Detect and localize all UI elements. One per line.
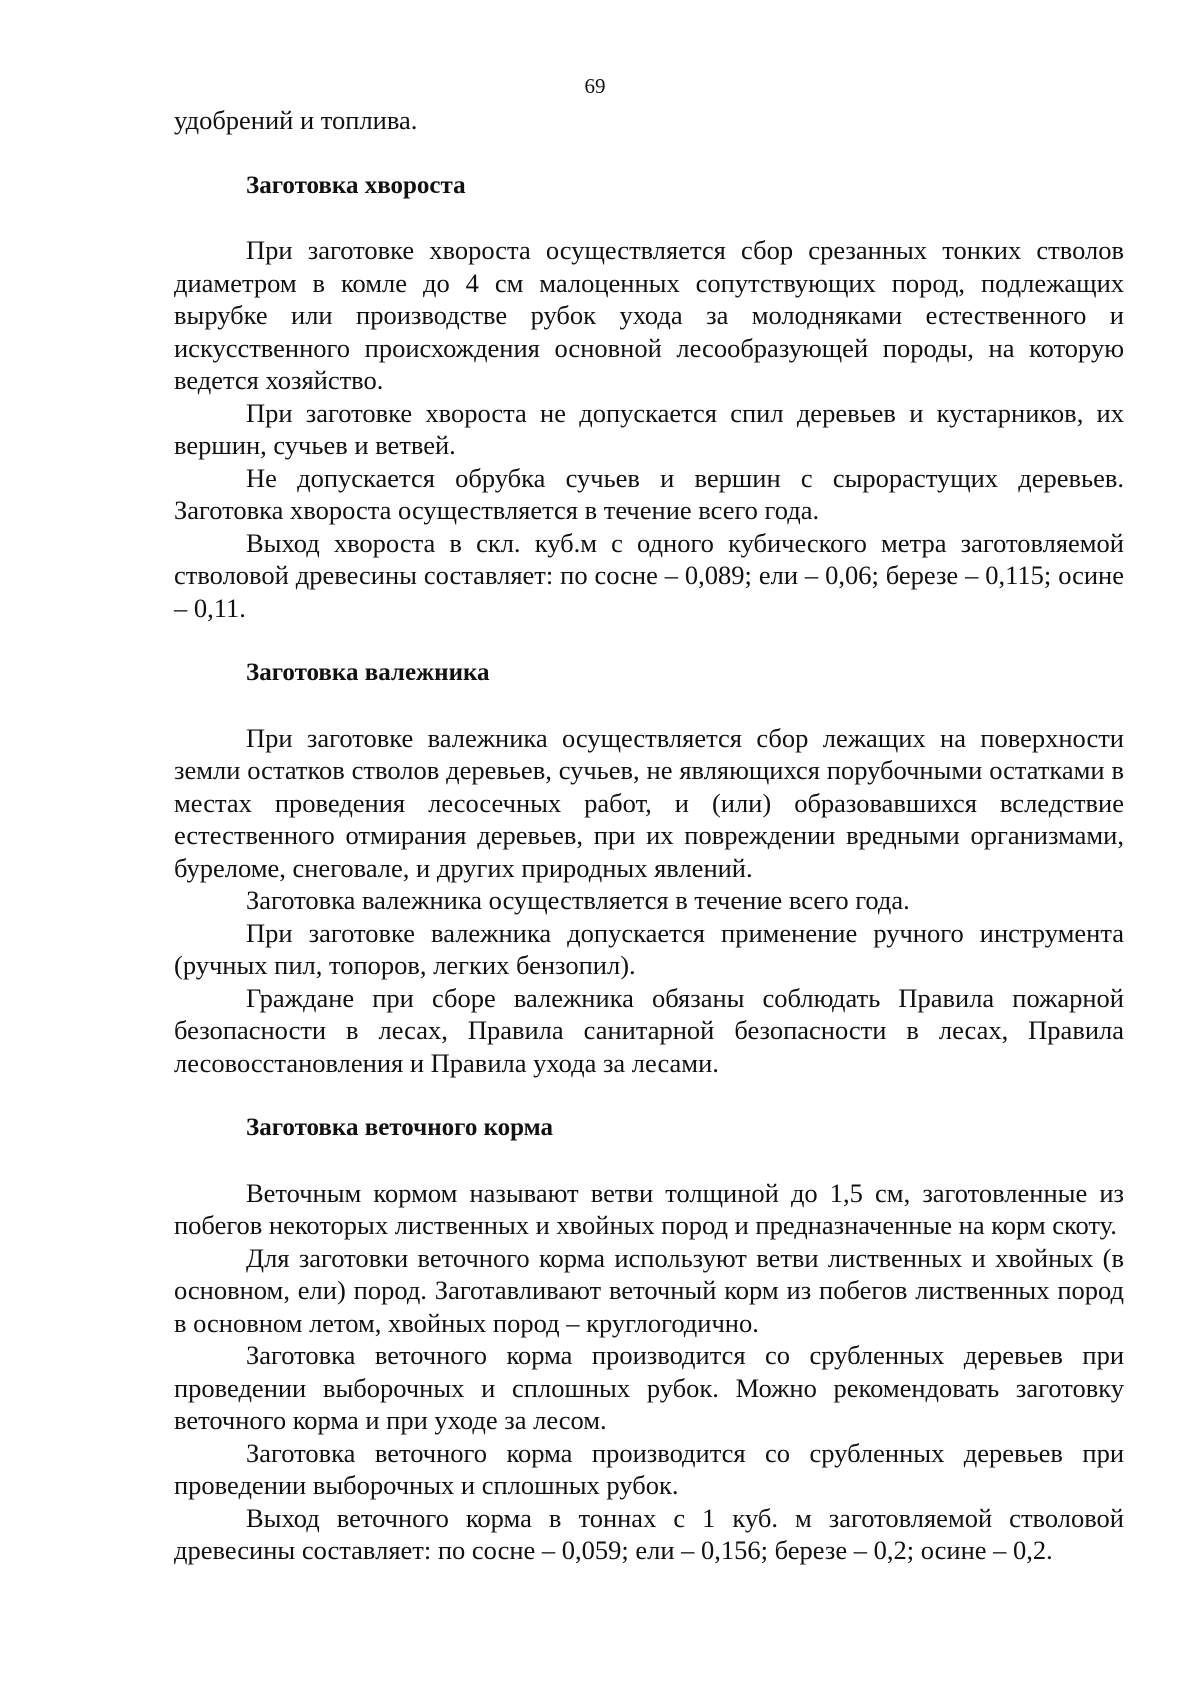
paragraph: Выход хвороста в скл. куб.м с одного кубического метра заготовляемой стволовой древесины составляет: по сосне – 0,089; ели – 0,06; березе – 0,115; осине – 0,11. [174,527,1124,623]
paragraph: Для заготовки веточного корма используют ветви лиственных и хвойных (в основном, ели) пород. Заготавливают веточный корм из побегов лиственных пород в основном летом, хвойных пород – круглогодично. [174,1242,1124,1338]
paragraph: При заготовке валежника осуществляется сбор лежащих на поверхности земли остатков стволов деревьев, сучьев, не являющихся порубочными остатками в местах проведения лесосечных работ, и (или) образовавшихся вследствие естественного отмирания деревьев, при их повреждении вредными организмами, буреломе, снеговале, и других природных явлений. [174,722,1124,883]
lead-line: удобрений и топлива. [174,105,418,135]
paragraph: При заготовке хвороста не допускается спил деревьев и кустарников, их вершин, сучьев и ветвей. [174,397,1124,460]
paragraph: При заготовке хвороста осуществляется сбор срезанных тонких стволов диаметром в комле до 4 см малоценных сопутствующих пород, подлежащих вырубке или производстве рубок ухода за молодняками естественного и искусственного происхождения основной лесообразующей породы, на которую ведется хозяйство. [174,235,1124,395]
paragraph: Выход веточного корма в тоннах с 1 куб. м заготовляемой стволовой древесины составляет: по сосне – 0,059; ели – 0,156; березе – 0,2; осине – 0,2. [174,1502,1124,1565]
paragraph: Не допускается обрубка сучьев и вершин с сырорастущих деревьев. Заготовка хвороста осуществляется в течение всего года. [174,462,1124,525]
paragraph: Граждане при сборе валежника обязаны соблюдать Правила пожарной безопасности в лесах, Правила санитарной безопасности в лесах, Правила лесовосстановления и Правила ухода за лесами. [174,982,1124,1078]
section-heading-deadwood: Заготовка валежника [246,659,490,686]
section-heading-brushwood: Заготовка хвороста [246,171,466,199]
page-content [174,104,1124,1567]
paragraph: Заготовка веточного корма производится со срубленных деревьев при проведении выборочных и сплошных рубок. Можно рекомендовать заготовку веточного корма и при уходе за лесом. [174,1340,1124,1435]
paragraph: Веточным кормом называют ветви толщиной до 1,5 см, заготовленные из побегов некоторых лиственных и хвойных пород и предназначенные на корм скоту. [174,1177,1124,1240]
paragraph: Заготовка валежника осуществляется в течение всего года. [246,885,910,915]
paragraph: Заготовка веточного корма производится со срубленных деревьев при проведении выборочных и сплошных рубок. [174,1437,1124,1500]
page-number: 69 [584,74,606,98]
paragraph: При заготовке валежника допускается применение ручного инструмента (ручных пил, топоров, легких бензопил). [174,917,1124,980]
section-heading-branch-fodder: Заготовка веточного корма [246,1114,554,1141]
